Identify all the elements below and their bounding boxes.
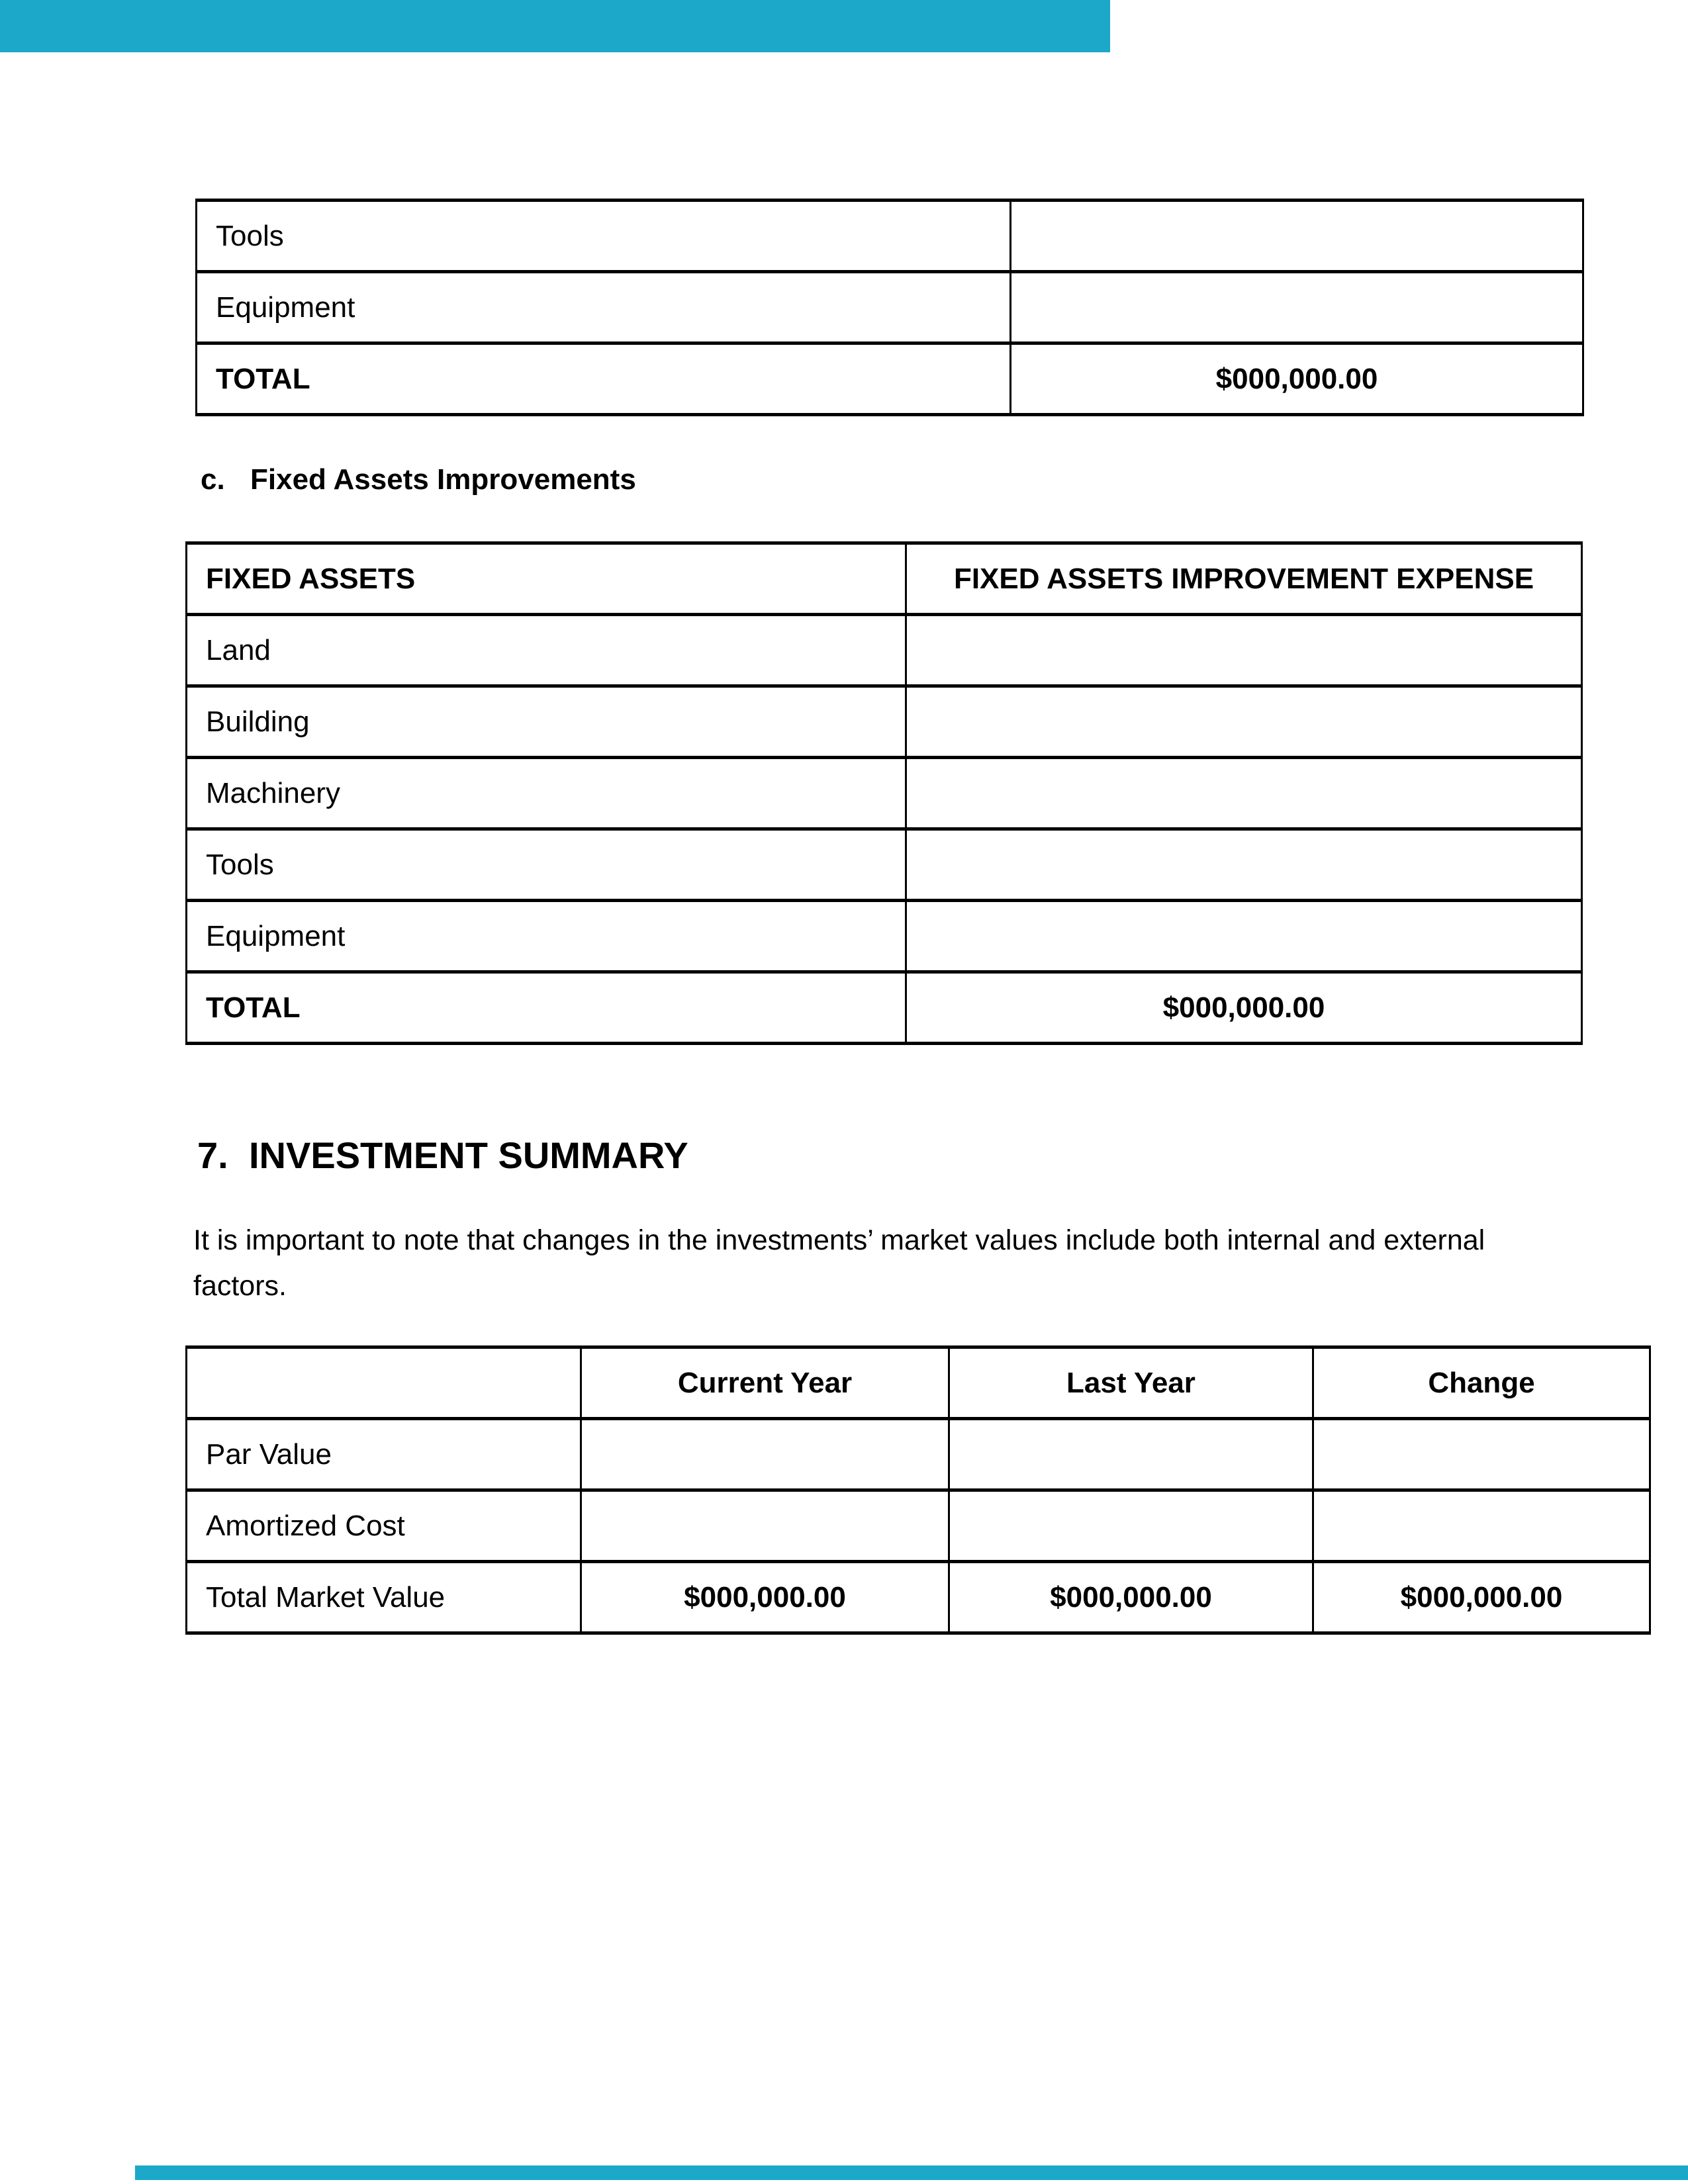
row-value-cell	[906, 758, 1582, 829]
investment-summary-table	[185, 1345, 1651, 1635]
header-row	[187, 1347, 1650, 1419]
row-label-cell: Machinery	[187, 758, 906, 829]
assets-expense-table-continued	[195, 199, 1584, 416]
row-value-cell: $000,000.00	[949, 1562, 1313, 1633]
total-value-cell: $000,000.00	[1011, 343, 1583, 415]
section-c-number: c.	[201, 463, 225, 496]
table-row	[197, 201, 1583, 272]
table-row	[197, 272, 1583, 343]
table-row	[187, 1419, 1650, 1490]
column-header-cell	[187, 1347, 581, 1419]
column-header-cell: Change	[1313, 1347, 1650, 1419]
column-header-cell: Last Year	[949, 1347, 1313, 1419]
row-label-cell: Par Value	[187, 1419, 581, 1490]
column-header-cell: FIXED ASSETS	[187, 543, 906, 615]
section-7-title: INVESTMENT SUMMARY	[249, 1134, 688, 1176]
table-row	[187, 686, 1582, 758]
row-value-cell	[581, 1419, 949, 1490]
row-value-cell: $000,000.00	[581, 1562, 949, 1633]
row-value-cell	[906, 686, 1582, 758]
row-value-cell	[906, 829, 1582, 901]
table-row	[187, 615, 1582, 686]
section-c-heading	[201, 463, 636, 497]
row-value-cell	[906, 615, 1582, 686]
total-row	[187, 972, 1582, 1044]
row-value-cell	[949, 1490, 1313, 1562]
fixed-assets-improvements-table	[185, 541, 1583, 1045]
header-row	[187, 543, 1582, 615]
row-label-cell: Equipment	[187, 901, 906, 972]
row-label-cell: Amortized Cost	[187, 1490, 581, 1562]
intro-paragraph: It is important to note that changes in the investments’ market values include both internal and external factors.	[193, 1224, 1485, 1302]
row-label-cell: Land	[187, 615, 906, 686]
row-value-cell	[1313, 1490, 1650, 1562]
total-value-cell: $000,000.00	[906, 972, 1582, 1044]
row-value-cell	[581, 1490, 949, 1562]
row-value-cell	[1011, 272, 1583, 343]
row-label-cell: Tools	[197, 201, 1011, 272]
row-value-cell	[1313, 1419, 1650, 1490]
column-header-cell: FIXED ASSETS IMPROVEMENT EXPENSE	[906, 543, 1582, 615]
table-row	[187, 758, 1582, 829]
column-header-cell: Current Year	[581, 1347, 949, 1419]
row-label-cell: Equipment	[197, 272, 1011, 343]
header-accent-bar	[0, 0, 1110, 52]
section-c-title: Fixed Assets Improvements	[250, 463, 636, 496]
row-label-cell: Building	[187, 686, 906, 758]
row-value-cell	[906, 901, 1582, 972]
table-row	[187, 1490, 1650, 1562]
row-value-cell	[1011, 201, 1583, 272]
section-7-number: 7.	[197, 1134, 228, 1176]
row-label-cell: Tools	[187, 829, 906, 901]
table-row	[187, 901, 1582, 972]
total-label-cell: TOTAL	[197, 343, 1011, 415]
total-row	[197, 343, 1583, 415]
investment-summary-heading	[197, 1134, 688, 1177]
row-value-cell: $000,000.00	[1313, 1562, 1650, 1633]
row-value-cell	[949, 1419, 1313, 1490]
table-row	[187, 829, 1582, 901]
total-label-cell: TOTAL	[187, 972, 906, 1044]
row-label-cell: Total Market Value	[187, 1562, 581, 1633]
footer-accent-bar	[135, 2165, 1688, 2180]
table-row	[187, 1562, 1650, 1633]
